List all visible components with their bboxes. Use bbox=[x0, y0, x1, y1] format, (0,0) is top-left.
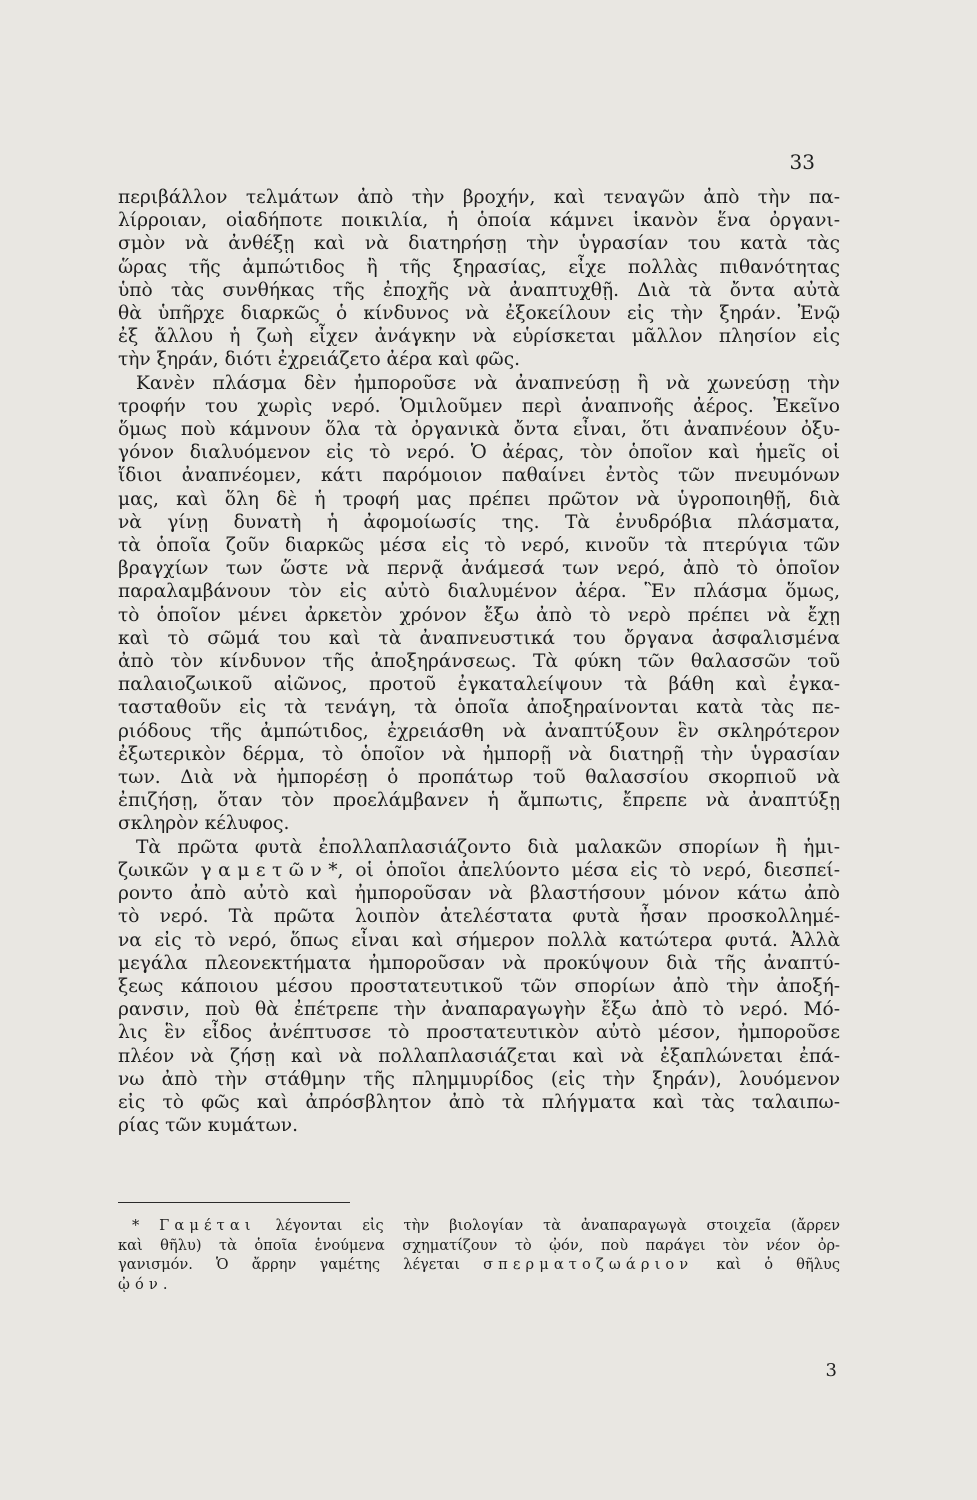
text-line: νὰ γίνῃ δυνατὴ ἡ ἀφομοίωσίς της. Τὰ ἐνυδρόβια πλάσματα, bbox=[118, 511, 840, 533]
text-line: νω ἀπὸ τὴν στάθμην τῆς πλημμυρίδος (εἰς τὴν ξηράν), λουόμενον bbox=[118, 1068, 840, 1090]
text-line: να εἰς τὸ νερό, ὅπως εἶναι καὶ σήμερον πολλὰ κατώτερα φυτά. Ἀλλὰ bbox=[118, 929, 840, 951]
text-line: ὥρας τῆς ἀμπώτιδος ἢ τῆς ξηρασίας, εἶχε πολλὰς πιθανότητας bbox=[118, 256, 840, 278]
text-line: τροφήν του χωρὶς νερό. Ὁμιλοῦμεν περὶ ἀναπνοῆς ἀέρος. Ἐκεῖνο bbox=[118, 395, 840, 417]
text-line: τὴν ξηράν, διότι ἐχρειάζετο ἀέρα καὶ φῶς. bbox=[118, 349, 521, 371]
page-number: 33 bbox=[789, 150, 815, 174]
line-segment: . bbox=[162, 1275, 168, 1293]
text-line: πλέον νὰ ζήσῃ καὶ νὰ πολλαπλασιάζεται καὶ νὰ ἐξαπλώνεται ἐπά- bbox=[118, 1045, 840, 1067]
text-line: τὸ νερό. Τὰ πρῶτα λοιπὸν ἀτελέστατα φυτὰ ἦσαν προσκολλημέ- bbox=[118, 906, 840, 928]
text-line: ἐπιζήσῃ, ὅταν τὸν προελάμβανεν ἡ ἄμπωτις, ἔπρεπε νὰ ἀναπτύξῃ bbox=[118, 790, 840, 812]
line-segment: Τὰ πρῶτα φυτὰ ἐπολλαπλασιάζοντο διὰ μαλακῶν σπορίων ἢ ἡμι- bbox=[136, 836, 840, 858]
text-line: βραγχίων των ὥστε νὰ περνᾷ ἀνάμεσά των νερό, ἀπὸ τὸ ὁποῖον bbox=[118, 558, 840, 580]
signature-mark: 3 bbox=[825, 1360, 837, 1381]
text-line: μεγάλα πλεονεκτήματα ἠμποροῦσαν νὰ προκύψουν διὰ τῆς ἀναπτύ- bbox=[118, 952, 840, 974]
text-line: ξεως κάποιου μέσου προστατευτικοῦ τῶν σπορίων ἀπὸ τὴν ἀποξή- bbox=[118, 975, 840, 997]
text-line: τασταθοῦν εἰς τὰ τενάγη, τὰ ὁποῖα ἀποξηραίνονται κατὰ τὰς πε- bbox=[118, 697, 840, 719]
text-line bbox=[118, 859, 840, 882]
line-segment: λέγονται εἰς τὴν βιολογίαν τὰ ἀναπαραγωγὰ στοιχεῖα (ἄρρεν bbox=[255, 1217, 840, 1234]
text-line: παλαιοζωικοῦ αἰῶνος, προτοῦ ἐγκαταλείψουν τὰ βάθη καὶ ἐγκα- bbox=[118, 674, 840, 696]
text-line: ὅμως ποὺ κάμνουν ὅλα τὰ ὀργανικὰ ὄντα εἶναι, ὅτι ἀναπνέουν ὀξυ- bbox=[118, 419, 840, 441]
footnote-line bbox=[118, 1275, 840, 1295]
text-line bbox=[118, 836, 840, 859]
text-line: ἀπὸ τὸν κίνδυνον τῆς ἀποξηράνσεως. Τὰ φύκη τῶν θαλασσῶν τοῦ bbox=[118, 651, 840, 673]
line-segment: ζωικῶν bbox=[118, 859, 201, 881]
text-line: λίρροιαν, οἱαδήποτε ποικιλία, ἡ ὁποία κάμνει ἱκανὸν ἕνα ὀργανι- bbox=[118, 210, 840, 232]
spaced-term: ᾠόν bbox=[118, 1275, 163, 1293]
text-line: ὑπὸ τὰς συνθήκας τῆς ἐποχῆς νὰ ἀναπτυχθῇ. Διὰ τὰ ὄντα αὐτὰ bbox=[118, 279, 840, 301]
text-line: τὰ ὁποῖα ζοῦν διαρκῶς μέσα εἰς τὸ νερό, κινοῦν τὰ πτερύγια τῶν bbox=[118, 535, 840, 557]
line-segment: γανισμόν. Ὁ ἄρρην γαμέτης λέγεται bbox=[118, 1256, 484, 1273]
spaced-term: σπερματοζωάριον bbox=[483, 1256, 694, 1273]
text-line: θὰ ὑπῆρχε διαρκῶς ὁ κίνδυνος νὰ ἐξοκείλουν εἰς τὴν ξηράν. Ἐνῷ bbox=[118, 303, 840, 325]
spaced-term: γαμετῶν bbox=[200, 859, 329, 881]
text-line: Κανὲν πλάσμα δὲν ἠμποροῦσε νὰ ἀναπνεύσῃ ἢ νὰ χωνεύσῃ τὴν bbox=[136, 372, 840, 394]
body-text bbox=[118, 186, 840, 1137]
text-line: εἰς τὸ φῶς καὶ ἀπρόσβλητον ἀπὸ τὰ πλήγματα καὶ τὰς ταλαιπω- bbox=[118, 1091, 840, 1113]
text-line: παραλαμβάνουν τὸν εἰς αὐτὸ διαλυμένον ἀέρα. Ἓν πλάσμα ὅμως, bbox=[118, 581, 840, 603]
line-segment: καὶ ὁ θῆλυς bbox=[693, 1256, 840, 1273]
text-line: ἐξ ἄλλου ἡ ζωὴ εἶχεν ἀνάγκην νὰ εὑρίσκεται μᾶλλον πλησίον εἰς bbox=[118, 326, 840, 348]
footnote-line: καὶ θῆλυ) τὰ ὁποῖα ἑνούμενα σχηματίζουν τὸ ᾠόν, ποὺ παράγει τὸν νέον ὀρ- bbox=[118, 1236, 840, 1254]
line-segment: * bbox=[132, 1217, 160, 1234]
text-line: μας, καὶ ὅλη δὲ ἡ τροφή μας πρέπει πρῶτον νὰ ὑγροποιηθῇ, διὰ bbox=[118, 488, 840, 510]
text-line: ἴδιοι ἀναπνέομεν, κάτι παρόμοιον παθαίνει ἐντὸς τῶν πνευμόνων bbox=[118, 465, 840, 487]
text-line: γόνον διαλυόμενον εἰς τὸ νερό. Ὁ ἀέρας, τὸν ὁποῖον καὶ ἡμεῖς οἱ bbox=[118, 442, 840, 464]
text-line: ροντο ἀπὸ αὐτὸ καὶ ἠμποροῦσαν νὰ βλαστήσουν μόνον κάτω ἀπὸ bbox=[118, 883, 840, 905]
text-line: τὸ ὁποῖον μένει ἀρκετὸν χρόνον ἔξω ἀπὸ τὸ νερὸ πρέπει νὰ ἔχῃ bbox=[118, 604, 840, 626]
footnote-rule bbox=[118, 1202, 350, 1203]
footnote-line bbox=[118, 1216, 840, 1236]
text-line: των. Διὰ νὰ ἠμπορέσῃ ὁ προπάτωρ τοῦ θαλασσίου σκορπιοῦ νὰ bbox=[118, 767, 840, 789]
footnote bbox=[118, 1216, 840, 1294]
text-line: ρανσιν, ποὺ θὰ ἐπέτρεπε τὴν ἀναπαραγωγὴν ἔξω ἀπὸ τὸ νερό. Μό- bbox=[118, 999, 840, 1021]
footnote-line bbox=[118, 1255, 840, 1275]
text-line: ρίας τῶν κυμάτων. bbox=[118, 1115, 298, 1137]
text-line: σκληρὸν κέλυφος. bbox=[118, 813, 290, 835]
text-line: ριόδους τῆς ἀμπώτιδος, ἐχρειάσθη νὰ ἀναπτύξουν ἓν σκληρότερον bbox=[118, 720, 840, 742]
text-line: σμὸν νὰ ἀνθέξῃ καὶ νὰ διατηρήσῃ τὴν ὑγρασίαν του κατὰ τὰς bbox=[118, 233, 840, 255]
text-line: λις ἓν εἶδος ἀνέπτυσσε τὸ προστατευτικὸν αὐτὸ μέσον, ἠμποροῦσε bbox=[118, 1022, 840, 1044]
line-segment: *, οἱ ὁποῖοι ἀπελύοντο μέσα εἰς τὸ νερό, διεσπεί- bbox=[328, 859, 841, 881]
text-line: περιβάλλον τελμάτων ἀπὸ τὴν βροχήν, καὶ τεναγῶν ἀπὸ τὴν πα- bbox=[118, 187, 840, 208]
text-line: ἐξωτερικὸν δέρμα, τὸ ὁποῖον νὰ ἠμπορῇ νὰ διατηρῇ τὴν ὑγρασίαν bbox=[118, 743, 840, 765]
spaced-term: Γαμέται bbox=[159, 1217, 256, 1234]
text-line: καὶ τὸ σῶμά του καὶ τὰ ἀναπνευστικά του ὄργανα ἀσφαλισμένα bbox=[118, 627, 840, 649]
